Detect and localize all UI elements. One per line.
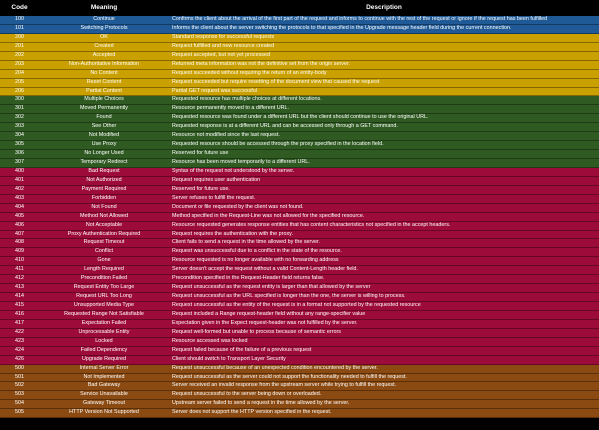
table-row [0, 347, 599, 356]
meaning-cell: Upgrade Required [39, 356, 169, 365]
description-cell: Request unsuccessful as the server could not support the functionality needed to fulfill the request. [169, 374, 599, 383]
description-cell: Request well-formed but unable to process because of semantic errors [169, 329, 599, 338]
meaning-cell: Expectation Failed [39, 320, 169, 329]
table-row [0, 96, 599, 105]
table-body [0, 16, 599, 418]
table-row [0, 195, 599, 204]
meaning-cell: Failed Dependency [39, 347, 169, 356]
status-code-cell: 100 [0, 16, 39, 25]
meaning-cell: Service Unavailable [39, 391, 169, 400]
description-cell: Resource has been moved temporarily to a different URL. [169, 159, 599, 168]
meaning-cell: Not Modified [39, 132, 169, 141]
table-row [0, 43, 599, 52]
description-cell: Server refuses to fulfill the request. [169, 195, 599, 204]
meaning-cell: Internal Server Error [39, 365, 169, 374]
header-code: Code [0, 0, 39, 16]
status-code-cell: 403 [0, 195, 39, 204]
meaning-cell: Not Implemented [39, 374, 169, 383]
meaning-cell: Use Proxy [39, 141, 169, 150]
status-code-cell: 406 [0, 222, 39, 231]
status-code-cell: 205 [0, 79, 39, 88]
table-row [0, 293, 599, 302]
status-code-cell: 505 [0, 409, 39, 418]
meaning-cell: No Longer Used [39, 150, 169, 159]
status-code-cell: 412 [0, 275, 39, 284]
status-code-cell: 501 [0, 374, 39, 383]
table-row [0, 177, 599, 186]
description-cell: Request succeeded without requiring the return of an entity-body [169, 70, 599, 79]
meaning-cell: Non-Authoritative Information [39, 61, 169, 70]
description-cell: Standard response for successful requests [169, 34, 599, 43]
description-cell: Requested response is at a different URL and can be accessed only through a GET command. [169, 123, 599, 132]
table-row [0, 61, 599, 70]
meaning-cell: Request Entity Too Large [39, 284, 169, 293]
status-code-cell: 302 [0, 114, 39, 123]
meaning-cell: Bad Gateway [39, 382, 169, 391]
header-row [0, 0, 599, 16]
table-row [0, 123, 599, 132]
status-code-cell: 426 [0, 356, 39, 365]
meaning-cell: Not Acceptable [39, 222, 169, 231]
description-cell: Partial GET request was successful [169, 88, 599, 97]
meaning-cell: Gateway Timeout [39, 400, 169, 409]
status-code-cell: 410 [0, 257, 39, 266]
status-code-cell: 400 [0, 168, 39, 177]
meaning-cell: Gone [39, 257, 169, 266]
table-row [0, 329, 599, 338]
status-code-cell: 206 [0, 88, 39, 97]
status-code-cell: 407 [0, 231, 39, 240]
description-cell: Request succeeded but require resetting of the document view that caused the request [169, 79, 599, 88]
description-cell: Reserved for future use [169, 150, 599, 159]
table-row [0, 275, 599, 284]
description-cell: Requested resource has multiple choices at different locations. [169, 96, 599, 105]
description-cell: Resource permanently moved to a different URL. [169, 105, 599, 114]
description-cell: Precondition specified in the Request-Header field returns false. [169, 275, 599, 284]
status-code-cell: 401 [0, 177, 39, 186]
table-row [0, 70, 599, 79]
status-code-cell: 305 [0, 141, 39, 150]
meaning-cell: Not Authorized [39, 177, 169, 186]
description-cell: Client should switch to Transport Layer Security [169, 356, 599, 365]
description-cell: Server received an invalid response from the upstream server while trying to fulfill the request. [169, 382, 599, 391]
table-row [0, 16, 599, 25]
status-code-cell: 402 [0, 186, 39, 195]
meaning-cell: Found [39, 114, 169, 123]
table-row [0, 141, 599, 150]
table-row [0, 239, 599, 248]
status-code-cell: 503 [0, 391, 39, 400]
description-cell: Request unsuccessful as the URL specified is longer than the one, the server is willing to process. [169, 293, 599, 302]
status-code-cell: 304 [0, 132, 39, 141]
status-code-cell: 415 [0, 302, 39, 311]
meaning-cell: Conflict [39, 248, 169, 257]
description-cell: Informs the client about the server switching the protocols to that specified in the Upgrade message header field during the current connection. [169, 25, 599, 34]
description-cell: Request unsuccessful as the entity of the request is in a format not supported by the requested resource [169, 302, 599, 311]
status-code-cell: 414 [0, 293, 39, 302]
description-cell: Reserved for future use. [169, 186, 599, 195]
table-row [0, 356, 599, 365]
table-row [0, 257, 599, 266]
meaning-cell: Accepted [39, 52, 169, 61]
table-row [0, 168, 599, 177]
status-code-cell: 203 [0, 61, 39, 70]
meaning-cell: Created [39, 43, 169, 52]
meaning-cell: Partial Content [39, 88, 169, 97]
status-code-cell: 301 [0, 105, 39, 114]
description-cell: Confirms the client about the arrival of the first part of the request and informs to continue with the rest of the request or ignore if the request has been fulfilled [169, 16, 599, 25]
table-row [0, 88, 599, 97]
description-cell: Request requires user authentication [169, 177, 599, 186]
status-code-cell: 500 [0, 365, 39, 374]
table-row [0, 374, 599, 383]
meaning-cell: Requested Range Not Satisfiable [39, 311, 169, 320]
table-row [0, 284, 599, 293]
table-row [0, 213, 599, 222]
meaning-cell: Unprocessable Entity [39, 329, 169, 338]
description-cell: Resource requested generates response entities that has content characteristics not specified in the accept headers. [169, 222, 599, 231]
description-cell: Request was unsuccessful due to a conflict in the state of the resource. [169, 248, 599, 257]
table-row [0, 132, 599, 141]
header-meaning: Meaning [39, 0, 169, 16]
table-row [0, 25, 599, 34]
description-cell: Document or file requested by the client was not found. [169, 204, 599, 213]
meaning-cell: Precondition Failed [39, 275, 169, 284]
meaning-cell: Method Not Allowed [39, 213, 169, 222]
description-cell: Server does not support the HTTP version specified in the request. [169, 409, 599, 418]
meaning-cell: HTTP Version Not Supported [39, 409, 169, 418]
meaning-cell: Unsupported Media Type [39, 302, 169, 311]
meaning-cell: Payment Required [39, 186, 169, 195]
meaning-cell: Multiple Choices [39, 96, 169, 105]
meaning-cell: Proxy Authentication Required [39, 231, 169, 240]
description-cell: Requested resource should be accessed through the proxy specified in the location field. [169, 141, 599, 150]
meaning-cell: Temporary Redirect [39, 159, 169, 168]
table-row [0, 231, 599, 240]
status-code-cell: 204 [0, 70, 39, 79]
meaning-cell: Bad Request [39, 168, 169, 177]
meaning-cell: Length Required [39, 266, 169, 275]
status-code-cell: 202 [0, 52, 39, 61]
status-code-cell: 201 [0, 43, 39, 52]
description-cell: Expectation given in the Expect request-header was not fulfilled by the server. [169, 320, 599, 329]
description-cell: Resource not modified since the last request. [169, 132, 599, 141]
description-cell: Syntax of the request not understood by the server. [169, 168, 599, 177]
table-row [0, 320, 599, 329]
meaning-cell: Switching Protocols [39, 25, 169, 34]
status-code-cell: 303 [0, 123, 39, 132]
table-row [0, 79, 599, 88]
table-row [0, 311, 599, 320]
description-cell: Request unsuccessful as the request entity is larger than that allowed by the server [169, 284, 599, 293]
table-row [0, 391, 599, 400]
description-cell: Method specified in the Request-Line was not allowed for the specified resource. [169, 213, 599, 222]
status-code-cell: 504 [0, 400, 39, 409]
table-row [0, 34, 599, 43]
status-code-cell: 101 [0, 25, 39, 34]
description-cell: Returned meta information was not the definitive set from the origin server. [169, 61, 599, 70]
status-code-cell: 424 [0, 347, 39, 356]
table-row [0, 150, 599, 159]
table-row [0, 365, 599, 374]
meaning-cell: Moved Permanently [39, 105, 169, 114]
status-code-cell: 300 [0, 96, 39, 105]
meaning-cell: OK [39, 34, 169, 43]
meaning-cell: Locked [39, 338, 169, 347]
table-row [0, 266, 599, 275]
description-cell: Request fulfilled and new resource created [169, 43, 599, 52]
status-code-cell: 405 [0, 213, 39, 222]
description-cell: Request unsuccessful to the server being down or overloaded. [169, 391, 599, 400]
meaning-cell: Not Found [39, 204, 169, 213]
table-row [0, 52, 599, 61]
description-cell: Request included a Range request-header field without any range-specifier value [169, 311, 599, 320]
status-code-cell: 416 [0, 311, 39, 320]
table-row [0, 105, 599, 114]
description-cell: Request accepted, but not yet processed [169, 52, 599, 61]
description-cell: Request unsuccessful because of an unexpected condition encountered by the server. [169, 365, 599, 374]
table-row [0, 159, 599, 168]
description-cell: Resource requested is no longer available with no forwarding address [169, 257, 599, 266]
status-code-cell: 409 [0, 248, 39, 257]
table-row [0, 186, 599, 195]
description-cell: Resource accessed was locked [169, 338, 599, 347]
meaning-cell: Forbidden [39, 195, 169, 204]
description-cell: Request failed because of the failure of a previous request [169, 347, 599, 356]
status-code-cell: 417 [0, 320, 39, 329]
description-cell: Client fails to send a request in the time allowed by the server. [169, 239, 599, 248]
table-row [0, 302, 599, 311]
meaning-cell: Continue [39, 16, 169, 25]
status-code-cell: 423 [0, 338, 39, 347]
header-description: Description [169, 0, 599, 16]
status-code-cell: 411 [0, 266, 39, 275]
description-cell: Requested resource was found under a different URL but the client should continue to use the original URL. [169, 114, 599, 123]
status-code-cell: 200 [0, 34, 39, 43]
table-row [0, 338, 599, 347]
status-code-cell: 408 [0, 239, 39, 248]
status-code-cell: 502 [0, 382, 39, 391]
status-code-cell: 307 [0, 159, 39, 168]
meaning-cell: Request URL Too Long [39, 293, 169, 302]
table-row [0, 409, 599, 418]
table-row [0, 114, 599, 123]
table-row [0, 382, 599, 391]
description-cell: Server doesn't accept the request without a valid Content-Length header field. [169, 266, 599, 275]
meaning-cell: No Content [39, 70, 169, 79]
status-code-cell: 404 [0, 204, 39, 213]
meaning-cell: See Other [39, 123, 169, 132]
description-cell: Upstream server failed to send a request in the time allowed by the server. [169, 400, 599, 409]
meaning-cell: Reset Content [39, 79, 169, 88]
status-code-cell: 422 [0, 329, 39, 338]
status-code-cell: 413 [0, 284, 39, 293]
status-code-cell: 306 [0, 150, 39, 159]
table-row [0, 400, 599, 409]
description-cell: Request requires the authentication with the proxy. [169, 231, 599, 240]
table-row [0, 248, 599, 257]
table-row [0, 204, 599, 213]
meaning-cell: Request Timeout [39, 239, 169, 248]
table-row [0, 222, 599, 231]
